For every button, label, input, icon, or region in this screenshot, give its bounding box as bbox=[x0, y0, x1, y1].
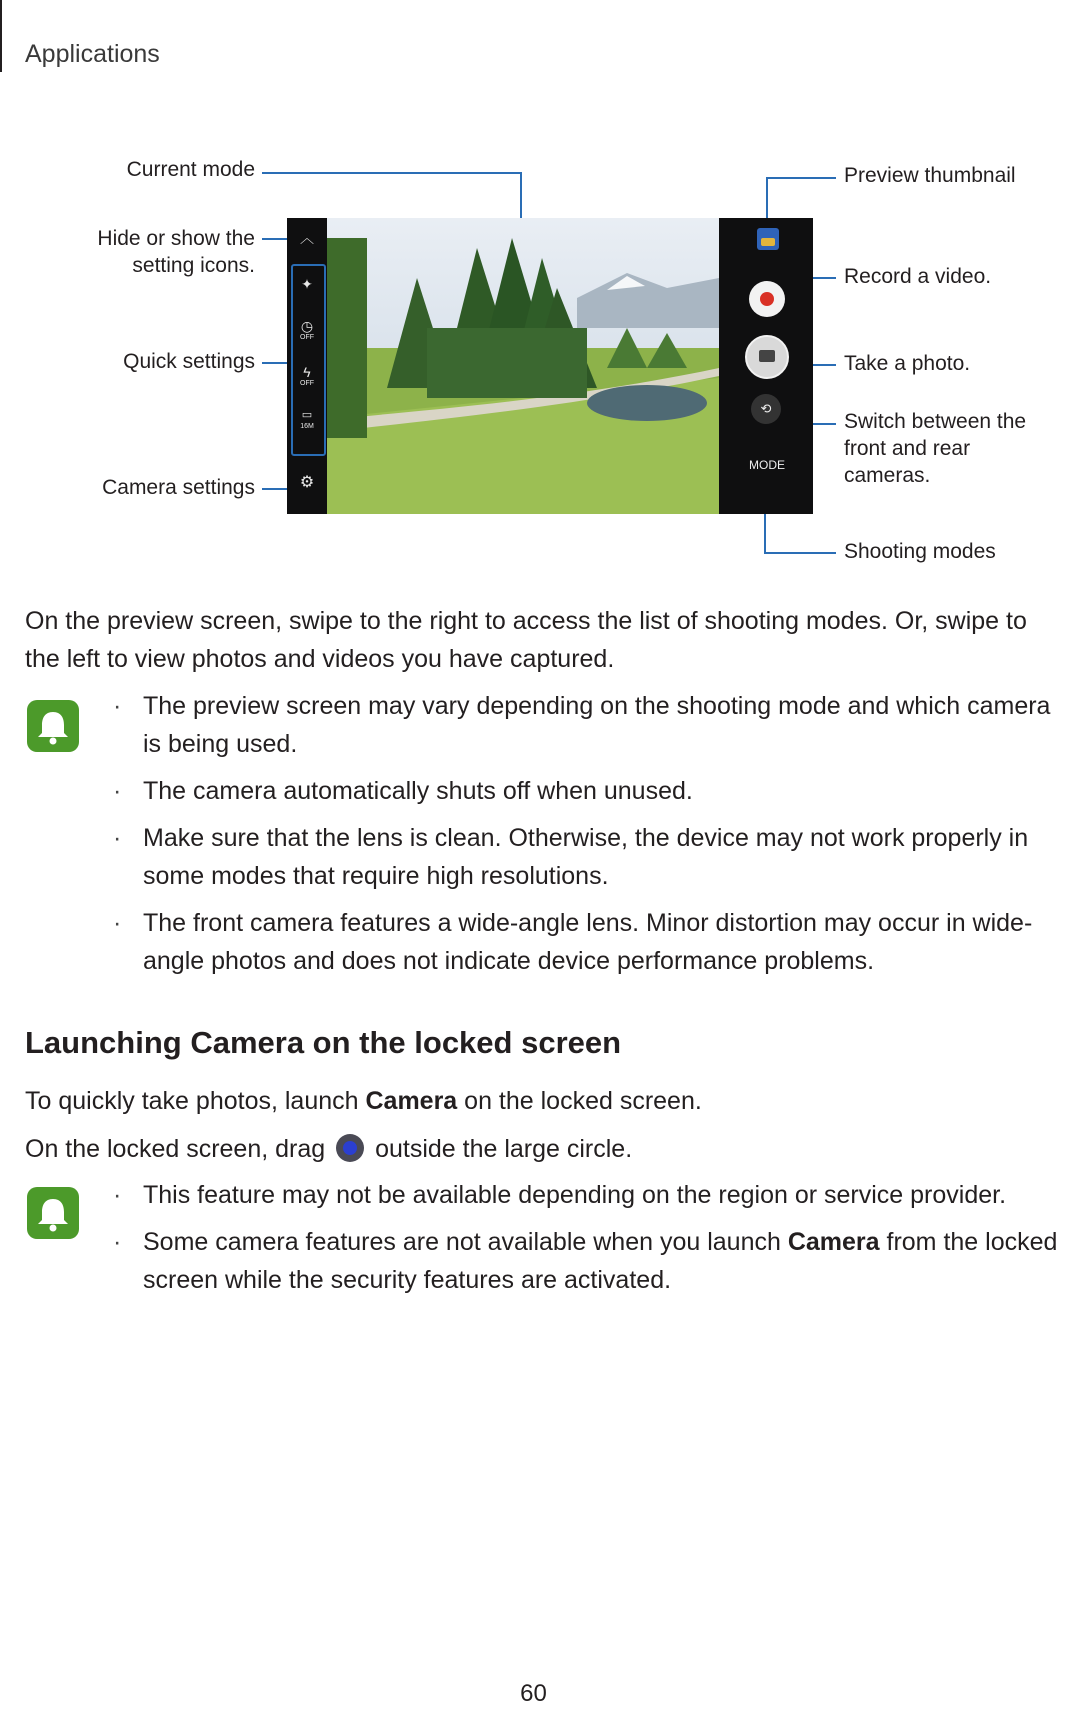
note-list-1 bbox=[113, 687, 1063, 989]
note-item: · This feature may not be available depending on the region or service provider. bbox=[113, 1176, 1063, 1214]
magic-wand-icon[interactable]: ✦ bbox=[301, 276, 313, 292]
leader-camera-settings bbox=[262, 488, 290, 490]
launch-text-post: on the locked screen. bbox=[457, 1087, 702, 1115]
shooting-modes-button[interactable]: MODE bbox=[749, 458, 785, 472]
preview-image[interactable] bbox=[327, 218, 719, 514]
leader-hide-show bbox=[262, 238, 290, 240]
note-item: · Make sure that the lens is clean. Otherwise, the device may not work properly in some modes that require high resolutions. bbox=[113, 819, 1063, 895]
callout-current-mode: Current mode bbox=[126, 158, 255, 181]
leader-modes bbox=[764, 552, 836, 554]
switch-camera-icon[interactable]: ⟲ bbox=[751, 394, 781, 424]
note-item bbox=[113, 1223, 1063, 1299]
callout-shooting-modes: Shooting modes bbox=[844, 540, 996, 563]
flash-label: OFF bbox=[300, 380, 314, 387]
flash-icon[interactable]: ϟ bbox=[303, 364, 311, 380]
record-icon[interactable] bbox=[749, 281, 785, 317]
camera-preview-screen bbox=[287, 218, 813, 514]
launch-text-bold: Camera bbox=[365, 1087, 458, 1115]
leader-quick-settings bbox=[262, 362, 290, 364]
launch-paragraph bbox=[25, 1082, 702, 1120]
drag-paragraph bbox=[25, 1130, 632, 1168]
shooting-controls bbox=[719, 218, 813, 514]
landscape-picture bbox=[327, 218, 719, 514]
leader-current-mode bbox=[262, 172, 522, 174]
chevron-up-icon[interactable]: ︿ bbox=[300, 230, 314, 246]
callout-switch-cameras: Switch between the front and rear cameras. bbox=[844, 410, 1027, 487]
shutter-icon[interactable] bbox=[745, 335, 789, 379]
leader-thumbnail bbox=[766, 177, 836, 179]
note-list-2 bbox=[113, 1176, 1063, 1308]
note-item: · The camera automatically shuts off when unused. bbox=[113, 772, 1063, 810]
callout-preview-thumbnail: Preview thumbnail bbox=[844, 164, 1016, 187]
resolution-label: 16M bbox=[300, 423, 314, 430]
note-text-pre: Some camera features are not available when you launch bbox=[143, 1228, 788, 1256]
section-title: Applications bbox=[25, 40, 160, 68]
drag-text-post: outside the large circle. bbox=[368, 1135, 633, 1163]
section-heading: Launching Camera on the locked screen bbox=[25, 1025, 622, 1060]
notification-bell-icon bbox=[27, 1187, 79, 1239]
leader-thumbnail-v bbox=[766, 177, 768, 219]
callout-quick-settings: Quick settings bbox=[123, 350, 255, 373]
timer-icon[interactable]: ◷ bbox=[300, 318, 314, 334]
callout-camera-settings: Camera settings bbox=[102, 476, 255, 499]
camera-screen-figure bbox=[0, 140, 1067, 580]
notification-bell-icon bbox=[27, 700, 79, 752]
preview-thumbnail[interactable] bbox=[757, 228, 779, 250]
timer-label: OFF bbox=[300, 334, 314, 341]
note-text-bold: Camera bbox=[787, 1228, 880, 1256]
camera-app-icon bbox=[336, 1134, 364, 1162]
launch-text-pre: To quickly take photos, launch bbox=[25, 1087, 366, 1115]
settings-sidebar bbox=[287, 218, 327, 514]
callout-take-photo: Take a photo. bbox=[844, 352, 971, 375]
callout-hide-show: Hide or show the setting icons. bbox=[97, 227, 255, 277]
settings-gear-icon[interactable]: ⚙ bbox=[299, 474, 315, 491]
ratio-icon[interactable]: ▭ bbox=[301, 409, 313, 421]
intro-paragraph: On the preview screen, swipe to the right to access the list of shooting modes. Or, swipe to the left to view photos and videos you have captured. bbox=[25, 607, 1027, 673]
note-item: · The preview screen may vary depending on the shooting mode and which camera is being used. bbox=[113, 687, 1063, 763]
callout-record-video: Record a video. bbox=[844, 265, 992, 288]
drag-text-pre: On the locked screen, drag bbox=[25, 1135, 333, 1163]
note-text-post: from the locked screen while the security features are activated. bbox=[143, 1228, 1058, 1294]
note-item: · The front camera features a wide-angle lens. Minor distortion may occur in wide-angle photos and does not indicate device performance problems. bbox=[113, 904, 1063, 980]
page-number: 60 bbox=[520, 1680, 547, 1707]
header-rule bbox=[0, 0, 2, 72]
